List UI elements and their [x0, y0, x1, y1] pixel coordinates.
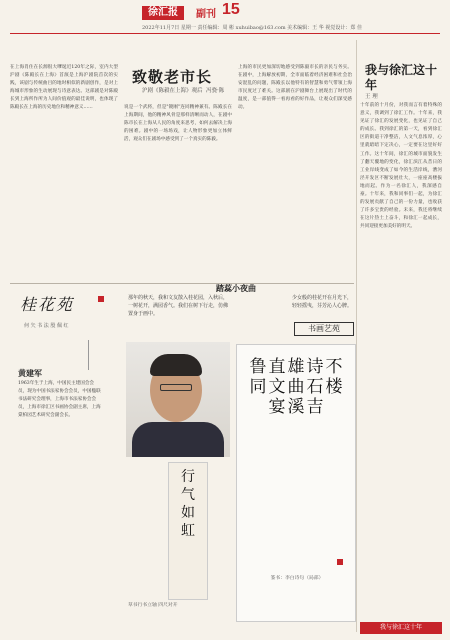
calligraphy-caption: 何 矢 书 法 殷 佩 红 [24, 323, 69, 329]
poem-verse-a: 那年的秋天，我和文友散入桂花园，入秋后，一树花开，满园香气。我们在树下行走，仿佛置身于画中。 [128, 295, 229, 317]
calligraphy-work: 桂花苑 [20, 295, 75, 314]
portrait-glasses [160, 384, 192, 391]
page-number: 15 [222, 1, 240, 18]
scroll-characters: 行气如虹 [181, 469, 195, 539]
bio-text: 1963年生于上海，中国民主建国会会员，现为中国书法家协会会员，中国楹联书法研究会理事，上海市书法家协会会员，上海市徐汇区书画协会副主席，上海棠柏园艺术研究会副会长。 [18, 381, 101, 419]
right-article-title: 我与徐汇这十年 [365, 63, 438, 92]
headline-subtitle: 沪剧《陈毅在上海》观后 [142, 88, 203, 94]
headline-title: 致敬老市长 [132, 68, 213, 86]
article-mid1-text: 说是一个武将，但是"镀刚"连同精神兼有。陈殿长在上海期间，他的精神风骨是那样清晰而动人，在剧中陈市长在上海从人民的角度来思考，如何去解决上海的困难。剧中的一场场戏，让人物形象更加立体鲜活，观众们在剧场中感受到了一个真实的陈毅。 [124, 105, 232, 143]
bio-name: 黄建军 [18, 368, 42, 378]
seal-script-caption: 篆书：李白诗句（局部） [270, 576, 324, 581]
masthead-rule [10, 33, 440, 34]
poem-verse-b: 少女般的桂花开在月光下，轻轻摇曳，芬芳沁人心脾。 [292, 295, 353, 309]
right-article-text: 十年前的十月份，对我而言有着特殊的意义，我调到了徐汇工作。十年来，我见证了徐汇的发展变化，也见证了自己的成长。我到徐汇的第一天，看到徐汇区的街道干净整洁，人文气息浓厚，心里就暗暗下定决心，一定要在这里好好工作。这十年间，徐汇的城市面貌发生了翻天覆地的变化，徐汇滨江从昔日的工业岸线变成了如今的生活岸线，漕河泾开发区不断发展壮大，一座座高楼拔地而起。作为一名徐汇人，我深感自豪。十年来，我和同事们一起，为徐汇的发展贡献了自己的一份力量，也收获了许多宝贵的经验。未来，我还将继续在这片热土上奋斗，和徐汇一起成长，共同迎接更加美好的明天。 [360, 103, 442, 230]
footer-banner: 我与徐汇这十年 [360, 622, 442, 634]
headline-author: 冯骁·陈 [206, 88, 225, 94]
red-seal-icon [337, 559, 343, 565]
scroll-artwork [126, 462, 232, 620]
calligraphy-panel [14, 286, 120, 334]
scroll-caption: 草书行书立轴 四尺对开 [128, 603, 178, 608]
portrait-hair [150, 354, 202, 376]
section-divider [10, 283, 354, 284]
newspaper-brand: 徐汇报 [142, 6, 184, 20]
right-column-divider [356, 40, 357, 632]
right-article-author: 王 理 [365, 94, 378, 100]
article-left-text: 在上海肖住在长源很大嗲诞近120年之际，室内大型沪剧《陈殿长在上海》首演是上海沪剧院首次的实践，该剧与传统曲目的地时相似的新剧创作，是对上海城市形象的生动展现与诗意表达。这部剧是对陈殿长到上海所作所为人间价值观的最佳说明，也体现了陈殿长在上海的历史地位和精神意义…… [10, 65, 118, 111]
article-mid2-text: 上海的市民更加深切地感受到陈毅市长的亲民与务实。在剧中，上海解放初期，全市面临着经济困难和社会治安混乱的问题，陈殿长以他特有的智慧和勇气带领上海市民度过了难关。这部剧在沪剧舞台上展现出了时代的温度，是一部值得一看再看的好作品，让观众们深受感动。 [238, 65, 352, 111]
art-section-badge: 书画艺苑 [294, 322, 354, 336]
portrait-suit [132, 422, 224, 457]
red-seal-icon [98, 296, 104, 302]
masthead [0, 0, 450, 40]
issue-meta: 2022年11月7日 星期一 责任编辑：周 彬 xuhuibao@163.com 美术编辑：王 华 视觉设计：郑 佳 [142, 25, 362, 31]
poem-title: 踏蕊小夜曲 [216, 283, 256, 293]
seal-script-artwork [236, 344, 356, 622]
section-name: 副刊 [196, 9, 216, 20]
seal-script-characters: 鲁直雄诗不同文曲石楼宴溪吉 [249, 357, 345, 417]
artist-portrait [126, 342, 230, 457]
